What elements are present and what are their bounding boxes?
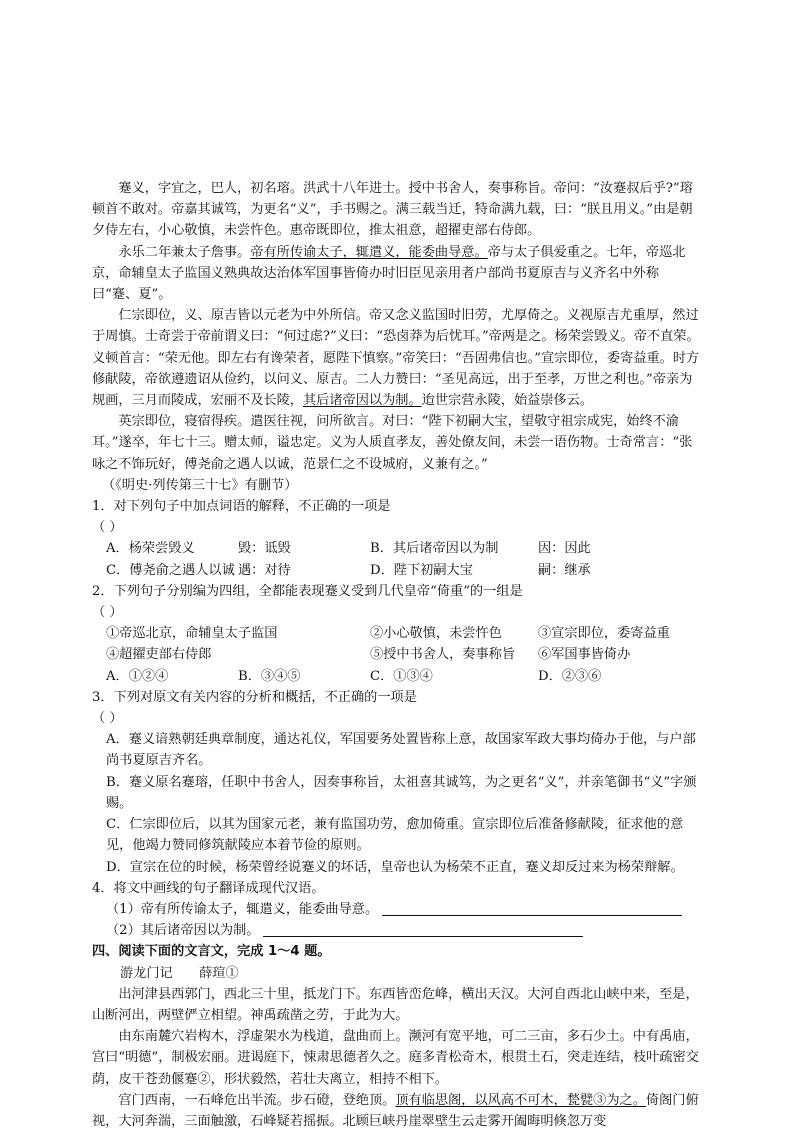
q1-option-a-gloss: 毁：诋毁 bbox=[238, 541, 291, 557]
source-citation: （《明史·列传第三十七》有删节） bbox=[102, 477, 298, 493]
question-2-options bbox=[92, 666, 704, 687]
question-3-paren: （ ） bbox=[92, 711, 123, 727]
answer-blank-1[interactable] bbox=[382, 900, 682, 916]
q2-item-6: ⑥军国事皆倚办 bbox=[538, 647, 631, 663]
question-1-stem: 1．对下列句子中加点词语的解释，不正确的一项是 bbox=[92, 499, 391, 515]
underlined-sentence-2: 其后诸帝因以为制。 bbox=[303, 393, 422, 409]
question-3-stem: 3．下列对原文有关内容的分析和概括，不正确的一项是 bbox=[92, 689, 417, 705]
passage-paragraph-1: 蹇义，字宜之，巴人，初名瑢。洪武十八年进士。授中书舍人，奏事称旨。帝问：“汝蹇叔后乎?”瑢顿首不敢对。帝嘉其诚笃，为更名“义”，手书赐之。满三载当迁，特命满九载，曰：“朕且用义。”由是朝夕侍左右，小心敬慎，未尝忤色。惠帝既即位，推太祖意，超擢吏部右侍郎。 bbox=[92, 181, 693, 239]
q2-item-1: ①帝巡北京，命辅皇太子监国 bbox=[106, 626, 278, 642]
passage-paragraph-2: 永乐二年兼太子詹事。帝有所传谕太子，辄遣义，能委曲导意。帝与太子俱爱重之。七年，帝巡北京，命辅皇太子监国义熟典故达治体军国事皆倚办时旧臣见亲用者户部尚书夏原吉与义齐名中外称曰“蹇、夏”。 bbox=[92, 244, 686, 303]
q3-option-c: C．仁宗即位后，以其为国家元老，兼有监国功劳，愈加倚重。宣宗即位后准备修献陵，征求他的意见，他竭力赞同修筑献陵应本着节俭的原则。 bbox=[106, 817, 684, 854]
q2-item-4: ④超擢吏部右侍郎 bbox=[106, 647, 212, 663]
q2-option-b: B．③④⑤ bbox=[238, 668, 301, 684]
section-4-paragraph-3: 宫门西南，一石峰危出半流。步石磴，登绝顶。顶有临思阁，以风高不可木，甃甓③为之。倚阁门俯视，大河奔湍，三面触激，石峰疑若摇振。北顾巨峡丹崖翠壁生云走雾开阖晦明倏忽万变 bbox=[92, 1092, 699, 1129]
question-4-stem: 4．将文中画线的句子翻译成现代汉语。 bbox=[92, 880, 325, 896]
q1-option-d-gloss: 嗣：继承 bbox=[538, 562, 591, 578]
q1-option-b-gloss: 因：因此 bbox=[538, 541, 591, 557]
q1-option-d: D．陛下初嗣大宝 bbox=[370, 562, 473, 578]
q3-option-d: D．宣宗在位的时候，杨荣曾经说蹇义的坏话，皇帝也认为杨荣不正直，蹇义却反过来为杨荣辩解。 bbox=[106, 859, 684, 875]
q2-option-d: D．②③⑥ bbox=[538, 668, 602, 684]
q4-sentence-2: （2）其后诸帝因以为制。 bbox=[92, 920, 704, 941]
q3-option-b: B．蹇义原名蹇瑢，任职中书舍人，因奏事称旨，太祖喜其诚笃，为之更名“义”，并亲笔御书“义”字颁赐。 bbox=[106, 774, 697, 811]
section-4-paragraph-1: 出河津县西郭门，西北三十里，抵龙门下。东西皆峦危峰，横出天汉。大河自西北山峡中来，至是，山断河出，两壁俨立相望。神禹疏凿之劳，于此为大。 bbox=[92, 986, 699, 1023]
document-page bbox=[92, 178, 704, 1132]
question-2-paren: （ ） bbox=[92, 605, 123, 621]
question-1-paren: （ ） bbox=[92, 520, 123, 536]
question-2-items-row-2 bbox=[92, 644, 704, 665]
q1-option-b: B．其后诸帝因以为制 bbox=[370, 541, 499, 557]
q1-option-c: C．傅尧俞之遇人以诚 bbox=[106, 562, 235, 578]
q2-option-a: A．①②④ bbox=[106, 668, 169, 684]
underlined-sentence-1: 帝有所传谕太子，辄遣义，能委曲导意。 bbox=[250, 244, 488, 260]
underlined-sentence-3: 顶有临思阁，以风高不可木，甃甓③为之。 bbox=[395, 1092, 646, 1108]
question-2-items-row-1 bbox=[92, 623, 704, 644]
section-4-heading: 四、阅读下面的文言文，完成 1～4 题。 bbox=[92, 944, 331, 960]
question-2-stem: 2．下列句子分别编为四组，全都能表现蹇义受到几代皇帝“倚重”的一组是 bbox=[92, 583, 523, 599]
section-4-paragraph-2: 由东南麓穴岩构木，浮虚架水为栈道，盘曲而上。濒河有宽平地，可二三亩，多石少土。中有禹庙，宫曰“明德”，制极宏丽。进谒庭下，悚肃思德者久之。庭多青松奇木，根贯土石，突走连结，枝叶疏密交荫，皮干苍劲偃蹇②，形状毅然，若壮夫离立，相持不相下。 bbox=[92, 1029, 699, 1087]
passage-paragraph-4: 英宗即位，寝宿得疾。遣医往视，问所欲言。对曰：“陛下初嗣大宝，望敬守祖宗成宪，始终不渝耳。”遂卒，年七十三。赠太师，谥忠定。义为人质直孝友，善处僚友间，未尝一语伤物。士奇常言：“张咏之不饰玩好，傅尧俞之遇人以诚，范景仁之不设城府，义兼有之。” bbox=[92, 414, 693, 472]
section-4-title: 游龙门记 薛瑄① bbox=[120, 965, 239, 981]
q2-item-2: ②小心敬慎，未尝忤色 bbox=[370, 626, 502, 642]
q1-option-a: A．杨荣尝毁义 bbox=[106, 541, 195, 557]
answer-blank-2[interactable] bbox=[263, 921, 583, 937]
passage-paragraph-3: 仁宗即位，义、原吉皆以元老为中外所信。帝又念义监国时旧劳，尤厚倚之。义视原吉尤重厚，然过于周慎。士奇尝于帝前谓义曰：“何过虑?”义曰：“恐卤莽为后忧耳。”帝两是之。杨荣尝毁义。帝不直荣。义顿首言：“荣无他。即左右有谗荣者，愿陛下慎察。”帝笑曰：“吾固弗信也。”宣宗即位，委寄益重。时方修献陵，帝欲遵遗诏从俭约，以问义、原吉。二人力赞曰：“圣见高远，出于至孝，万世之利也。”帝亲为规画，三月而陵成，宏丽不及长陵，其后诸帝因以为制。迨世宗营永陵，始益崇侈云。 bbox=[92, 308, 700, 409]
question-1-options-row-1 bbox=[92, 538, 704, 559]
q2-option-c: C．①③④ bbox=[370, 668, 433, 684]
q2-item-5: ⑤授中书舍人，奏事称旨 bbox=[370, 647, 516, 663]
q2-item-3: ③宣宗即位，委寄益重 bbox=[538, 626, 670, 642]
q3-option-a: A．蹇义谙熟朝廷典章制度，通达礼仪，军国要务处置皆称上意，故国家军政大事均倚办于他，与户部尚书夏原吉齐名。 bbox=[106, 732, 696, 769]
question-1-options-row-2 bbox=[92, 560, 704, 581]
q4-sentence-1: （1）帝有所传谕太子，辄遣义，能委曲导意。 bbox=[92, 899, 704, 920]
q1-option-c-gloss: 遇：对待 bbox=[238, 562, 291, 578]
